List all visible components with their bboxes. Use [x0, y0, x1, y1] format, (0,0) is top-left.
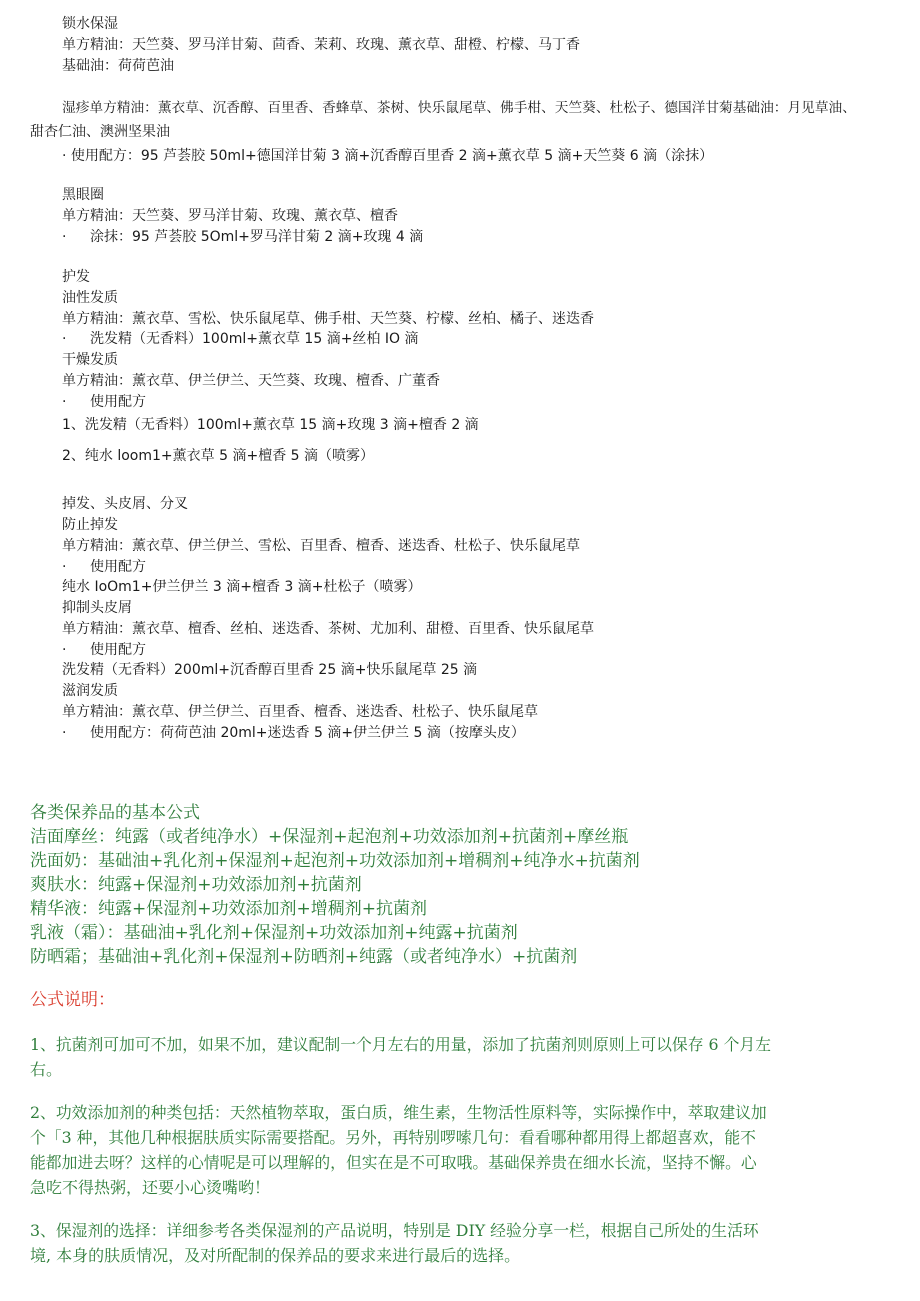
formula-line: 洁面摩丝：纯露（或者纯净水）+保湿剂+起泡剂+功效添加剂+抗菌剂+摩丝瓶 — [30, 827, 629, 847]
text-line: 单方精油：薰衣草、伊兰伊兰、百里香、檀香、迷迭香、杜松子、快乐鼠尾草 — [62, 704, 538, 720]
heading-prevent-hair-loss: 防止掉发 — [62, 517, 118, 533]
heading-hair-loss: 掉发、头皮屑、分叉 — [62, 496, 188, 512]
formula-line: 爽肤水：纯露+保湿剂+功效添加剂+抗菌剂 — [30, 875, 362, 895]
formula-line: 精华液：纯露+保湿剂+功效添加剂+增稠剂+抗菌剂 — [30, 899, 427, 919]
text-line: 基础油：荷荷芭油 — [62, 58, 174, 74]
note-line: 右。 — [30, 1060, 63, 1079]
note-line: 能都加进去呀？这样的心情呢是可以理解的，但实在是不可取哦。基础保养贵在细水长流，坚持不懈。心 — [30, 1153, 757, 1172]
text-line: 湿疹单方精油：薰衣草、沉香醇、百里香、香蜂草、茶树、快乐鼠尾草、佛手柑、天竺葵、杜松子、德国洋甘菊基础油：月见草油、 — [62, 100, 856, 116]
note-line: 个「3 种，其他几种根据肤质实际需要搭配。另外，再特别啰嗦几句：看看哪种都用得上都超喜欢，能不 — [30, 1128, 756, 1147]
text-line: 甜杏仁油、澳洲坚果油 — [30, 124, 170, 140]
text-line: 纯水 IoOm1+伊兰伊兰 3 滴+檀香 3 滴+杜松子（喷雾） — [62, 579, 422, 595]
text-line: 单方精油：天竺葵、罗马洋甘菊、玫瑰、薰衣草、檀香 — [62, 208, 398, 224]
text-line: 单方精油：天竺葵、罗马洋甘菊、茴香、茉莉、玫瑰、薰衣草、甜橙、柠檬、马丁香 — [62, 37, 580, 53]
heading-dry-hair: 干燥发质 — [62, 352, 118, 368]
formulas-title: 各类保养品的基本公式 — [30, 803, 200, 823]
text-line: 洗发精（无香料）200ml+沉香醇百里香 25 滴+快乐鼠尾草 25 滴 — [62, 662, 478, 678]
formula-line: 乳液（霜）：基础油+乳化剂+保湿剂+功效添加剂+纯露+抗菌剂 — [30, 923, 518, 943]
heading-dandruff: 抑制头皮屑 — [62, 600, 132, 616]
heading-oily-hair: 油性发质 — [62, 290, 118, 306]
note-line: 1、抗菌剂可加可不加，如果不加，建议配制一个月左右的用量，添加了抗菌剂则原则上可以保存 6 个月左 — [30, 1035, 772, 1054]
formula-line: 洗面奶：基础油+乳化剂+保湿剂+起泡剂+功效添加剂+增稠剂+纯净水+抗菌剂 — [30, 851, 640, 871]
text-line: · 使用配方：95 芦荟胶 50ml+德国洋甘菊 3 滴+沉香醇百里香 2 滴+薰衣草 5 滴+天竺葵 6 滴（涂抹） — [62, 148, 714, 164]
text-line: 1、洗发精（无香料）100ml+薰衣草 15 滴+玫瑰 3 滴+檀香 2 滴 — [62, 417, 479, 433]
bullet-line: · 使用配方 — [62, 640, 146, 660]
heading-hair-care: 护发 — [62, 269, 90, 285]
text-line: 单方精油：薰衣草、雪松、快乐鼠尾草、佛手柑、天竺葵、柠檬、丝柏、橘子、迷迭香 — [62, 311, 594, 327]
heading-lock-moisture: 锁水保湿 — [62, 16, 118, 32]
text-line: 单方精油：薰衣草、伊兰伊兰、雪松、百里香、檀香、迷迭香、杜松子、快乐鼠尾草 — [62, 538, 580, 554]
bullet-line: · 使用配方：荷荷芭油 20ml+迷迭香 5 滴+伊兰伊兰 5 滴（按摩头皮） — [62, 723, 525, 743]
formula-line: 防晒霜；基础油+乳化剂+保湿剂+防晒剂+纯露（或者纯净水）+抗菌剂 — [30, 947, 578, 967]
heading-dark-circles: 黑眼圈 — [62, 187, 104, 203]
note-line: 急吃不得热粥，还要小心烫嘴哟！ — [30, 1178, 271, 1197]
bullet-line: · 使用配方 — [62, 392, 146, 412]
bullet-line: · 涂抹：95 芦荟胶 5Oml+罗马洋甘菊 2 滴+玫瑰 4 滴 — [62, 227, 423, 247]
note-line: 2、功效添加剂的种类包括：天然植物萃取，蛋白质，维生素，生物活性原料等，实际操作中，萃取建议加 — [30, 1103, 767, 1122]
bullet-line: · 洗发精（无香料）100ml+薰衣草 15 滴+丝柏 IO 滴 — [62, 329, 418, 349]
bullet-line: · 使用配方 — [62, 557, 146, 577]
heading-nourish-hair: 滋润发质 — [62, 683, 118, 699]
note-line: 境, 本身的肤质情况，及对所配制的保养品的要求来进行最后的选择。 — [30, 1246, 521, 1265]
text-line: 单方精油：薰衣草、檀香、丝柏、迷迭香、茶树、尤加利、甜橙、百里香、快乐鼠尾草 — [62, 621, 594, 637]
note-line: 3、保湿剂的选择：详细参考各类保湿剂的产品说明，特别是 DIY 经验分享一栏，根据自己所处的生活环 — [30, 1221, 759, 1240]
text-line: 2、纯水 loom1+薰衣草 5 滴+檀香 5 滴（喷雾） — [62, 448, 374, 464]
notes-title: 公式说明： — [30, 990, 115, 1010]
text-line: 单方精油：薰衣草、伊兰伊兰、天竺葵、玫瑰、檀香、广董香 — [62, 373, 440, 389]
